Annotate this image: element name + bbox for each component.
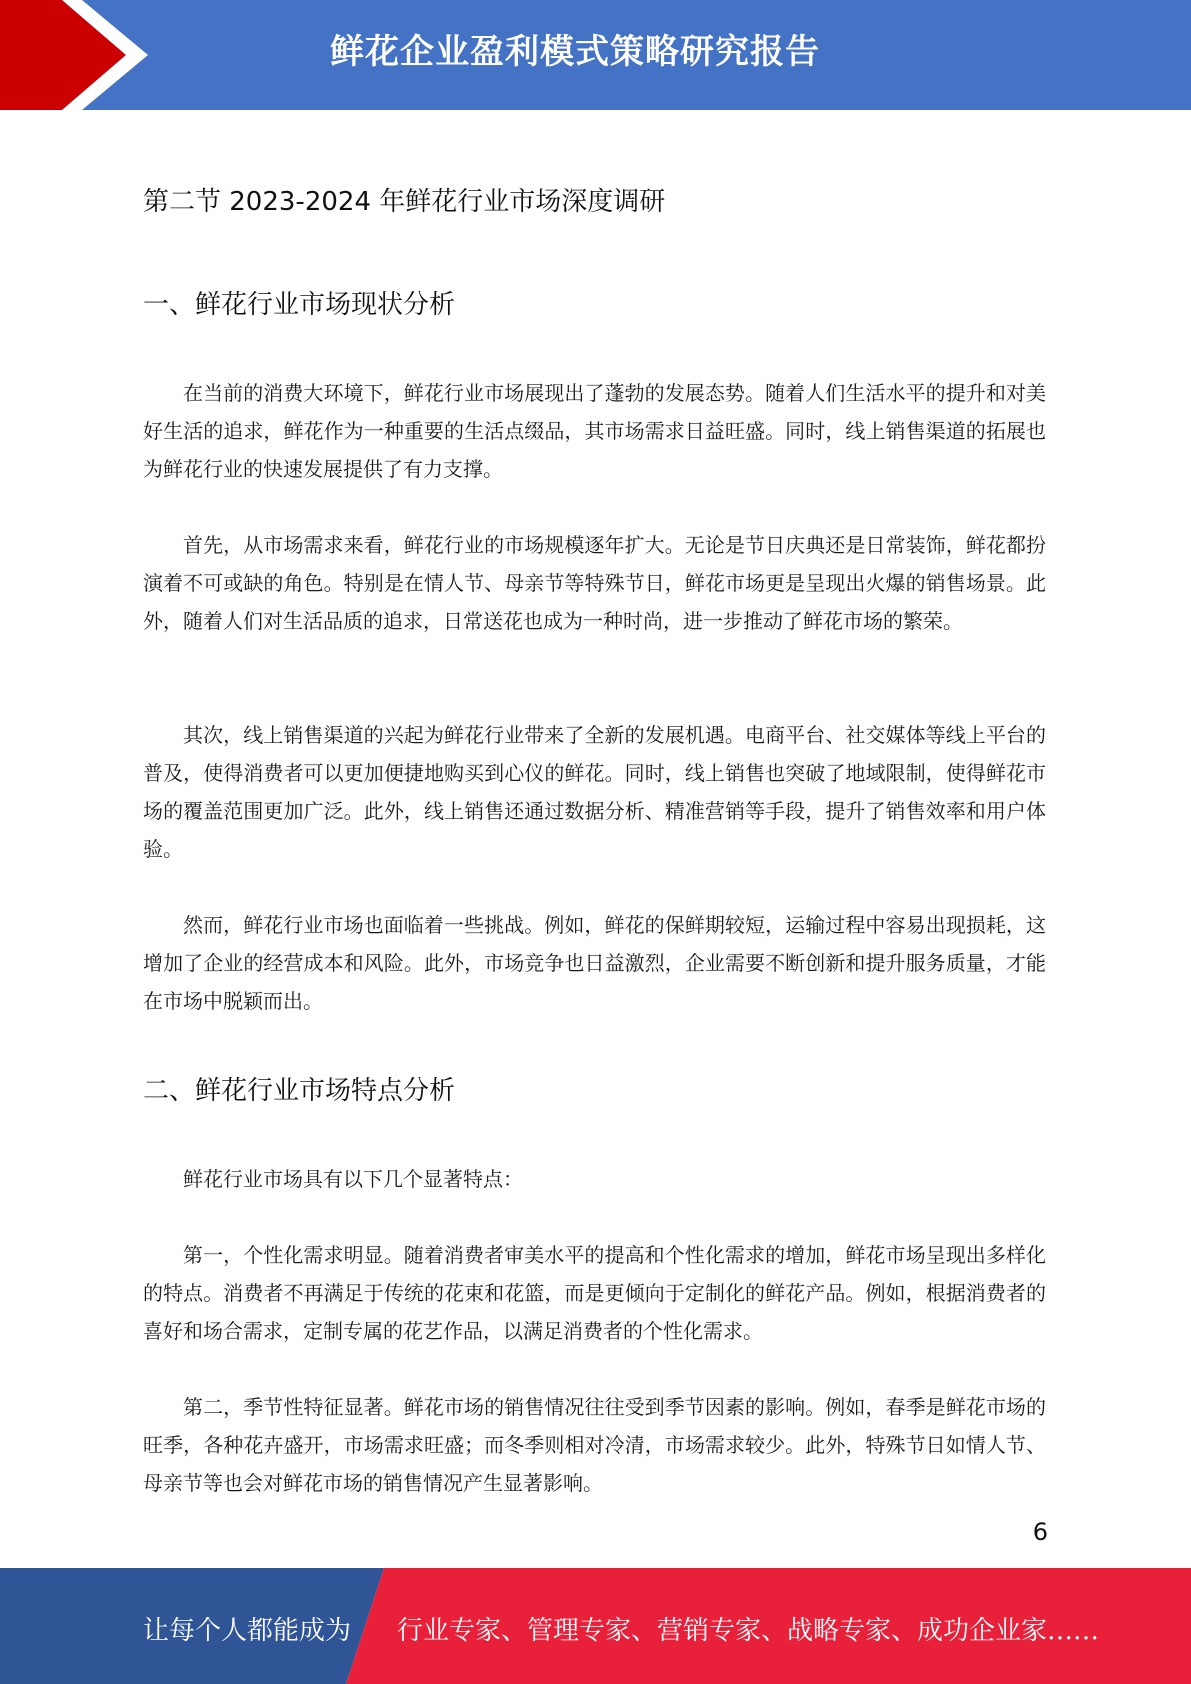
page-footer xyxy=(0,1568,1191,1684)
paragraph-features-1: 第一，个性化需求明显。随着消费者审美水平的提高和个性化需求的增加，鲜花市场呈现出多样化的特点。消费者不再满足于传统的花束和花篮，而是更倾向于定制化的鲜花产品。例如，根据消费者的喜好和场合需求，定制专属的花艺作品，以满足消费者的个性化需求。 xyxy=(143,1243,1046,1343)
footer-slogan-right: 行业专家、管理专家、营销专家、战略专家、成功企业家…… xyxy=(397,1616,1100,1646)
paragraph-features-2: 第二，季节性特征显著。鲜花市场的销售情况往往受到季节因素的影响。例如，春季是鲜花市场的旺季，各种花卉盛开，市场需求旺盛；而冬季则相对冷清，市场需求较少。此外，特殊节日如情人节、母亲节等也会对鲜花市场的销售情况产生显著影响。 xyxy=(143,1395,1046,1495)
page-number: 6 xyxy=(1032,1518,1048,1546)
paragraph-status-3: 其次，线上销售渠道的兴起为鲜花行业带来了全新的发展机遇。电商平台、社交媒体等线上平台的普及，使得消费者可以更加便捷地购买到心仪的鲜花。同时，线上销售也突破了地域限制，使得鲜花市场的覆盖范围更加广泛。此外，线上销售还通过数据分析、精准营销等手段，提升了销售效率和用户体验。 xyxy=(143,723,1046,861)
section-title: 第二节 2023-2024 年鲜花行业市场深度调研 xyxy=(143,187,666,217)
heading-market-status: 一、鲜花行业市场现状分析 xyxy=(143,290,456,320)
heading-market-features: 二、鲜花行业市场特点分析 xyxy=(143,1076,456,1106)
report-title: 鲜花企业盈利模式策略研究报告 xyxy=(330,32,820,72)
paragraph-status-1: 在当前的消费大环境下，鲜花行业市场展现出了蓬勃的发展态势。随着人们生活水平的提升和对美好生活的追求，鲜花作为一种重要的生活点缀品，其市场需求日益旺盛。同时，线上销售渠道的拓展也为鲜花行业的快速发展提供了有力支撑。 xyxy=(143,381,1046,481)
footer-slogan-left: 让每个人都能成为 xyxy=(143,1616,352,1646)
paragraph-status-4: 然而，鲜花行业市场也面临着一些挑战。例如，鲜花的保鲜期较短，运输过程中容易出现损耗，这增加了企业的经营成本和风险。此外，市场竞争也日益激烈，企业需要不断创新和提升服务质量，才能在市场中脱颖而出。 xyxy=(143,913,1046,1013)
paragraph-features-intro: 鲜花行业市场具有以下几个显著特点： xyxy=(183,1167,523,1191)
page-header xyxy=(0,0,1191,110)
paragraph-status-2: 首先，从市场需求来看，鲜花行业的市场规模逐年扩大。无论是节日庆典还是日常装饰，鲜花都扮演着不可或缺的角色。特别是在情人节、母亲节等特殊节日，鲜花市场更是呈现出火爆的销售场景。此外，随着人们对生活品质的追求，日常送花也成为一种时尚，进一步推动了鲜花市场的繁荣。 xyxy=(143,533,1046,633)
